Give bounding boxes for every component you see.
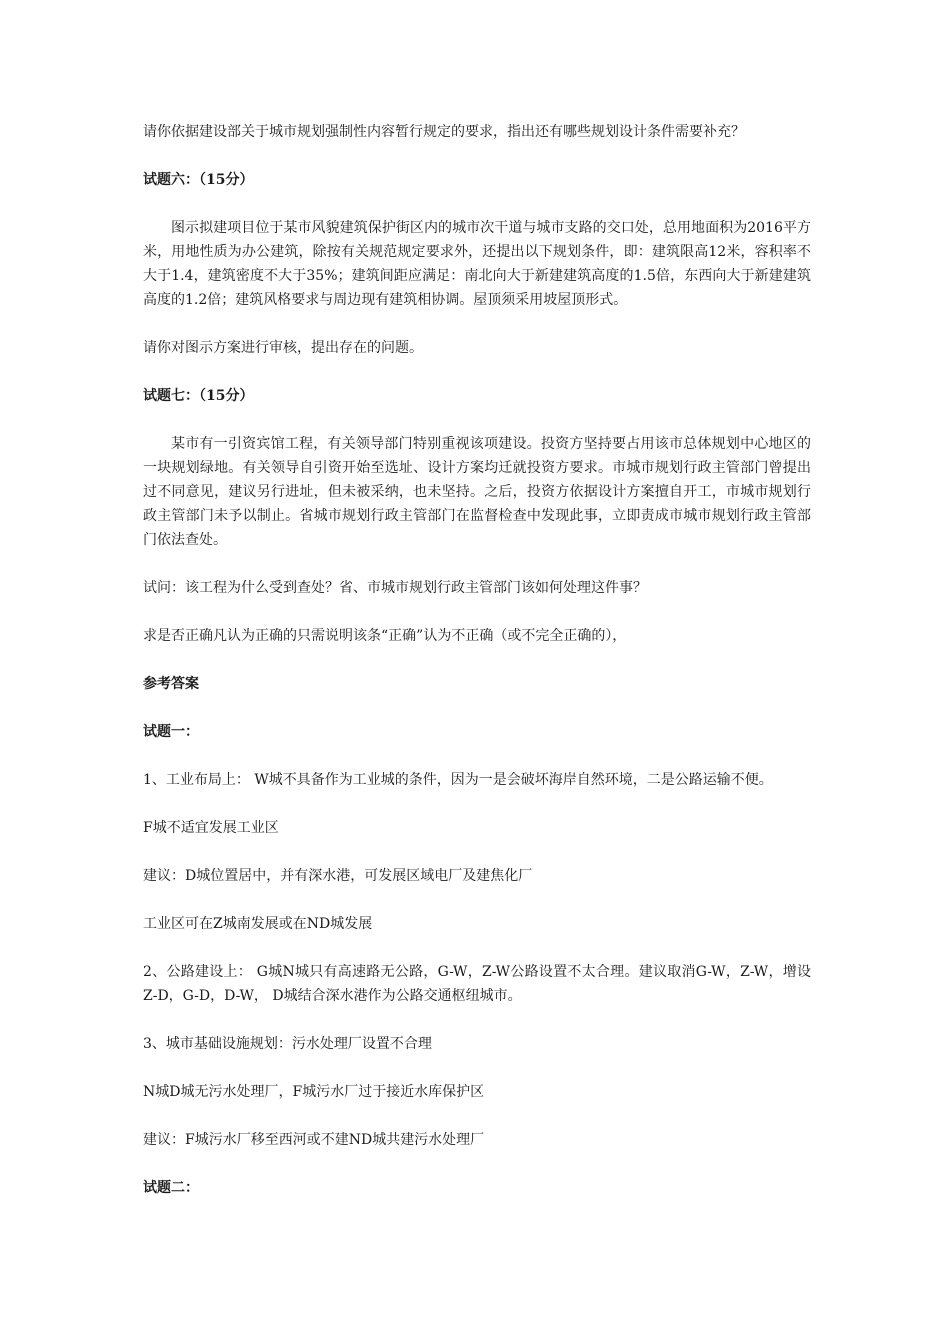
question-6-body: 图示拟建项目位于某市风貌建筑保护街区内的城市次干道与城市支路的交口处，总用地面积为2016平方米，用地性质为办公建筑，除按有关规范规定要求外，还提出以下规划条件，即：建筑限高12米，容积率不大于1.4，建筑密度不大于35%；建筑间距应满足：南北向大于新建建筑高度的1.5倍，东西向大于新建建筑高度的1.2倍；建筑风格要求与周边现有建筑相协调。屋顶须采用坡屋顶形式。 [143,220,811,308]
answer-1-item-1: 1、工业布局上： W城不具备作为工业城的条件，因为一是会破坏海岸自然环境，二是公路运输不便。 [143,772,773,788]
question-5-prompt: 请你依据建设部关于城市规划强制性内容暂行规定的要求，指出还有哪些规划设计条件需要补充？ [143,124,745,140]
question-7-body: 某市有一引资宾馆工程，有关领导部门特别重视该项建设。投资方坚持要占用该市总体规划中心地区的一块规划绿地。有关领导自引资开始至选址、设计方案均迁就投资方要求。市城市规划行政主管部门曾提出过不同意见，建议另行进址，但未被采纳，也未坚持。之后，投资方依据设计方案擅自开工，市城市规划行政主管部门未予以制止。省城市规划行政主管部门在监督检查中发现此事，立即责成市城市规划行政主管部门依法查处。 [143,436,811,548]
question-6-prompt: 请你对图示方案进行审核，提出存在的问题。 [143,340,423,356]
instruction-line: 求是否正确凡认为正确的只需说明该条“正确”认为不正确（或不完全正确的）， [143,628,627,644]
answers-heading: 参考答案 [143,676,199,692]
answer-1-item-8: 建议：F城污水厂移至西河或不建ND城共建污水处理厂 [143,1132,485,1148]
answer-2-heading: 试题二： [143,1180,199,1196]
answer-1-item-6: 3、城市基础设施规划：污水处理厂设置不合理 [143,1036,432,1052]
answer-1-item-3: 建议：D城位置居中，并有深水港，可发展区域电厂及建焦化厂 [143,868,533,884]
answer-1-item-7: N城D城无污水处理厂，F城污水厂过于接近水库保护区 [143,1084,485,1100]
question-6-heading: 试题六：（15分） [143,172,254,188]
answer-1-item-2: F城不适宜发展工业区 [143,820,279,836]
question-7-prompt: 试问：该工程为什么受到查处？省、市城市规划行政主管部门该如何处理这件事？ [143,580,647,596]
answer-1-item-5: 2、公路建设上： G城N城只有高速路无公路，G-W，Z-W公路设置不太合理。建议取消G-W，Z-W，增设Z-D，G-D，D-W， D城结合深水港作为公路交通枢纽城市。 [143,964,811,1004]
answer-1-item-4: 工业区可在Z城南发展或在ND城发展 [143,916,373,932]
question-7-heading: 试题七：（15分） [143,388,254,404]
answer-1-heading: 试题一： [143,724,199,740]
document-page [143,120,811,1200]
